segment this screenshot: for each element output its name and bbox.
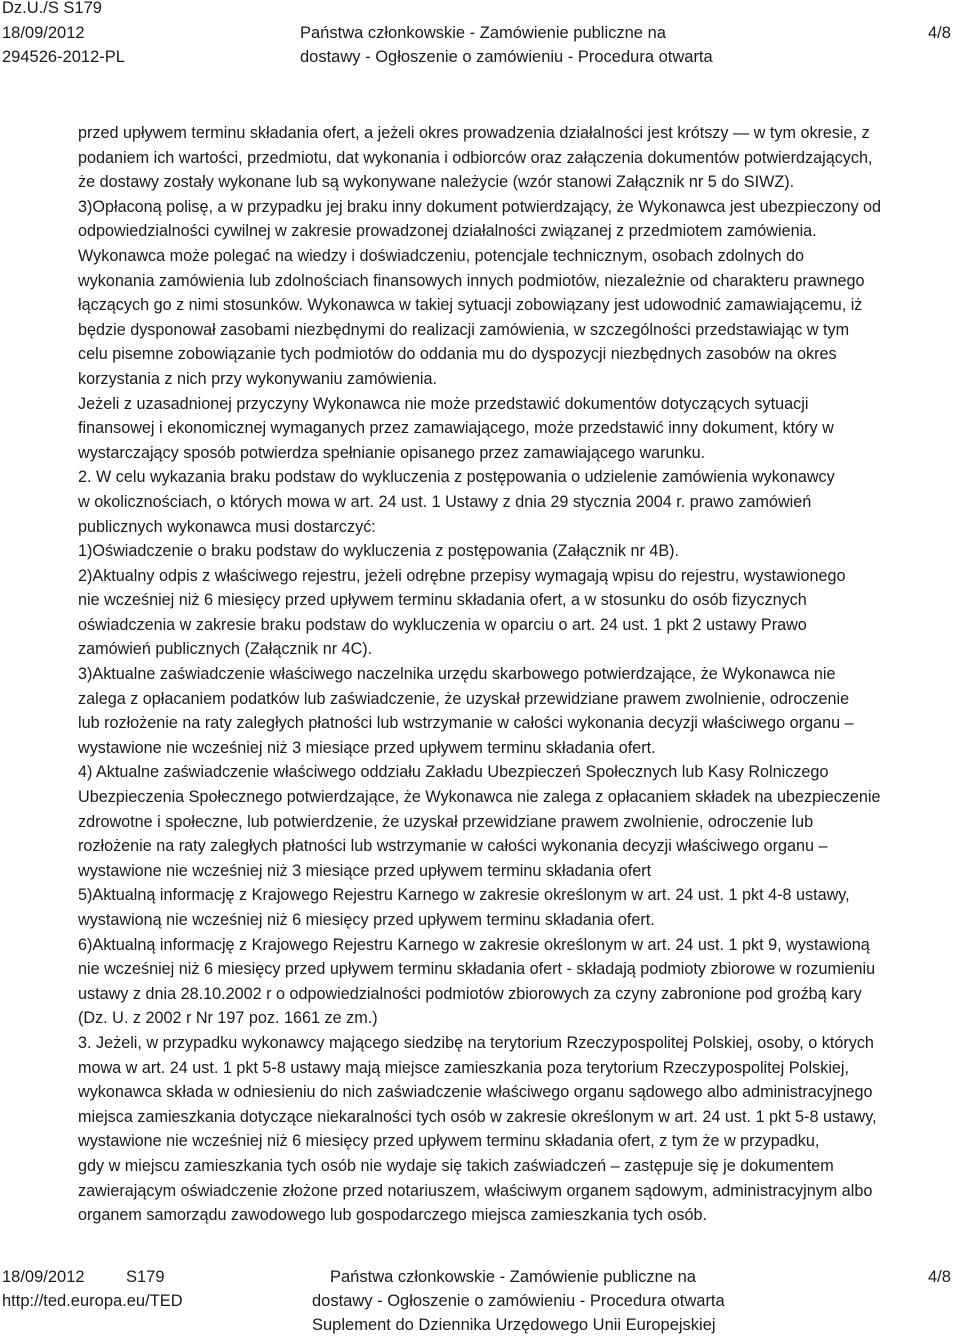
body-line: w okolicznościach, o których mowa w art. 24 ust. 1 Ustawy z dnia 29 stycznia 2004 r. prawo zamówień	[78, 492, 812, 511]
footer-title-line2: dostawy - Ogłoszenie o zamówieniu - Procedura otwarta	[312, 1292, 725, 1310]
body-line: gdy w miejscu zamieszkania tych osób nie wydaje się takich zaświadczeń – zastępuje się je dokumentem	[78, 1156, 834, 1175]
body-line: wystawione nie wcześniej niż 6 miesięcy przed upływem terminu składania ofert, z tym że w przypadku,	[78, 1132, 820, 1151]
body-line: miejsca zamieszkania dotyczące niekaralności tych osób w zakresie określonym w art. 24 ust. 1 pkt 5-8 ustawy,	[78, 1107, 877, 1126]
footer-series: S179	[126, 1268, 165, 1286]
body-line: Jeżeli z uzasadnionej przyczyny Wykonawca nie może przedstawić dokumentów dotyczących sytuacji	[78, 394, 809, 413]
header-source: Dz.U./S S179	[2, 0, 102, 17]
header-title-line1: Państwa członkowskie - Zamówienie publiczne na	[300, 24, 666, 42]
body-line: wykonawca składa w odniesieniu do nich zaświadczenie właściwego organu sądowego albo administracyjnego	[78, 1083, 873, 1102]
body-line: odpowiedzialności cywilnej w zakresie prowadzonej działalności związanej z przedmiotem zamówienia.	[78, 222, 817, 241]
body-line: finansowej i ekonomicznej wymaganych przez zamawiającego, może przedstawić inny dokument, który w	[78, 419, 834, 438]
body-line: ustawy z dnia 28.10.2002 r o odpowiedzialności podmiotów zbiorowych za czyny zabronione pod groźbą kary	[78, 984, 862, 1003]
body-line: korzystania z nich przy wykonywaniu zamówienia.	[78, 369, 437, 388]
body-line: lub rozłożenie na raty zaległych płatności lub wstrzymanie w całości wykonania decyzji właściwego organu –	[78, 714, 854, 733]
header-page-number: 4/8	[928, 24, 951, 42]
body-line: 3)Aktualne zaświadczenie właściwego naczelnika urzędu skarbowego potwierdzające, że Wykonawca nie	[78, 665, 836, 684]
body-line: podaniem ich wartości, przedmiotu, dat wykonania i odbiorców oraz załączenia dokumentów potwierdzających,	[78, 148, 873, 167]
body-line: łączących go z nimi stosunków. Wykonawca w takiej sytuacji zobowiązany jest udowodnić zamawiającemu, iż	[78, 296, 863, 315]
body-line: 6)Aktualną informację z Krajowego Rejestru Karnego w zakresie określonym w art. 24 ust. 1 pkt 9, wystawioną	[78, 935, 870, 954]
header-date: 18/09/2012	[2, 24, 85, 42]
body-line: 5)Aktualną informację z Krajowego Rejestru Karnego w zakresie określonym w art. 24 ust. 1 pkt 4-8 ustawy,	[78, 886, 850, 905]
header-title-line2: dostawy - Ogłoszenie o zamówieniu - Procedura otwarta	[300, 48, 713, 66]
body-line: zdrowotne i społeczne, lub potwierdzenie, że uzyskał przewidziane prawem zwolnienie, odroczenie lub	[78, 812, 814, 831]
body-line: będzie dysponował zasobami niezbędnymi do realizacji zamówienia, w szczególności przedstawiając w tym	[78, 320, 850, 339]
body-line: 3. Jeżeli, w przypadku wykonawcy mającego siedzibę na terytorium Rzeczypospolitej Polskiej, osoby, o których	[78, 1033, 874, 1052]
body-line: 3)Opłaconą polisę, a w przypadku jej braku inny dokument potwierdzający, że Wykonawca jest ubezpieczony od	[78, 197, 882, 216]
body-line: 2)Aktualny odpis z właściwego rejestru, jeżeli odrębne przepisy wymagają wpisu do rejestru, wystawionego	[78, 566, 846, 585]
body-line: zawierającym oświadczenie złożone przed notariuszem, właściwym organem sądowym, administracyjnym albo	[78, 1181, 873, 1200]
body-line: 2. W celu wykazania braku podstaw do wykluczenia z postępowania o udzielenie zamówienia wykonawcy	[78, 468, 835, 487]
body-line: mowa w art. 24 ust. 1 pkt 5-8 ustawy mają miejsce zamieszkania poza terytorium Rzeczypospolitej Polskiej,	[78, 1058, 850, 1077]
body-line: wykonania zamówienia lub zdolnościach finansowych innych podmiotów, niezależnie od charakteru prawnego	[78, 271, 865, 290]
body-line: rozłożenie na raty zaległych płatności lub wstrzymanie w całości wykonania decyzji właściwego organu –	[78, 837, 828, 856]
footer-title-line3: Suplement do Dziennika Urzędowego Unii Europejskiej	[312, 1316, 716, 1334]
body-line: zamówień publicznych (Załącznik nr 4C).	[78, 640, 373, 659]
body-line: celu pisemne zobowiązanie tych podmiotów do oddania mu do dyspozycji niezbędnych zasobów na okres	[78, 345, 837, 364]
body-line: (Dz. U. z 2002 r Nr 197 poz. 1661 ze zm.)	[78, 1009, 378, 1028]
body-line: Wykonawca może polegać na wiedzy i doświadczeniu, potencjale technicznym, osobach zdolnych do	[78, 246, 804, 265]
body-line: wystawione nie wcześniej niż 3 miesiące przed upływem terminu składania ofert	[78, 861, 652, 880]
body-line: nie wcześniej niż 6 miesięcy przed upływem terminu składania ofert - składają podmioty zbiorowe w rozumieniu	[78, 960, 876, 979]
footer-url[interactable]: http://ted.europa.eu/TED	[2, 1292, 183, 1310]
body-line: nie wcześniej niż 6 miesięcy przed upływem terminu składania ofert, a w stosunku do osób fizycznych	[78, 591, 807, 610]
document-body	[78, 121, 958, 1228]
body-line: publicznych wykonawca musi dostarczyć:	[78, 517, 376, 536]
footer-page-number: 4/8	[928, 1268, 951, 1286]
body-line: przed upływem terminu składania ofert, a jeżeli okres prowadzenia działalności jest krótszy — w tym okresie, z	[78, 124, 870, 142]
body-line: że dostawy zostały wykonane lub są wykonywane należycie (wzór stanowi Załącznik nr 5 do SIWZ).	[78, 173, 795, 192]
body-line: zalega z opłacaniem podatków lub zaświadczenie, że uzyskał przewidziane prawem zwolnienie, odroczenie	[78, 689, 850, 708]
footer-date: 18/09/2012	[2, 1268, 85, 1286]
body-line: wystarczający sposób potwierdza spełnianie opisanego przez zamawiającego warunku.	[78, 443, 706, 462]
footer-title-line1: Państwa członkowskie - Zamówienie publiczne na	[330, 1268, 696, 1286]
body-line: oświadczenia w zakresie braku podstaw do wykluczenia w oparciu o art. 24 ust. 1 pkt 2 ustawy Prawo	[78, 615, 807, 634]
body-line: wystawioną nie wcześniej niż 6 miesięcy przed upływem terminu składania ofert.	[78, 911, 655, 929]
body-line: Ubezpieczenia Społecznego potwierdzające, że Wykonawca nie zalega z opłacaniem składek na ubezpieczenie	[78, 788, 881, 807]
body-line: 4) Aktualne zaświadczenie właściwego oddziału Zakładu Ubezpieczeń Społecznych lub Kasy Rolniczego	[78, 763, 829, 782]
body-line: wystawione nie wcześniej niż 3 miesiące przed upływem terminu składania ofert.	[78, 738, 656, 757]
body-line: organem samorządu zawodowego lub gospodarczego miejsca zamieszkania tych osób.	[78, 1206, 707, 1225]
body-line: 1)Oświadczenie o braku podstaw do wykluczenia z postępowania (Załącznik nr 4B).	[78, 542, 680, 561]
header-reference: 294526-2012-PL	[2, 48, 125, 66]
